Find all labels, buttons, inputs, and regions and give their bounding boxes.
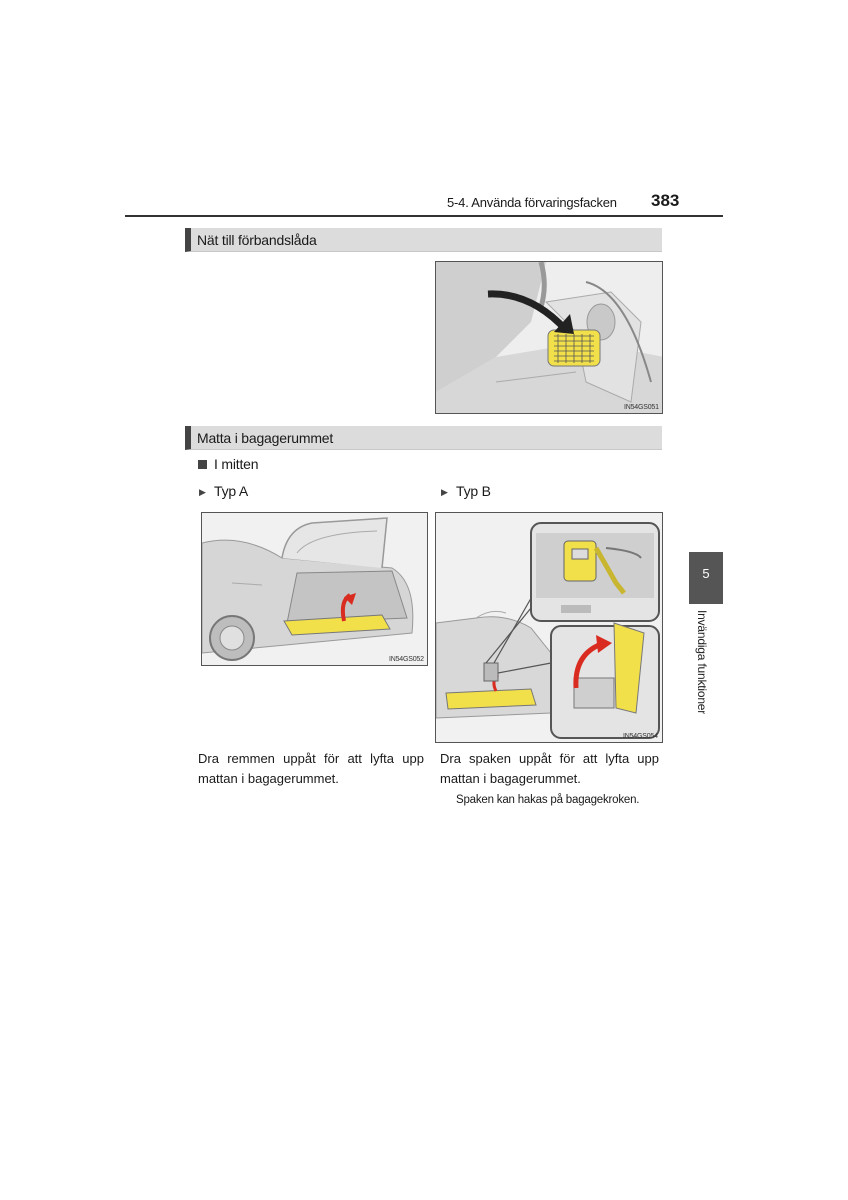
instruction-text-type-a: Dra remmen uppåt för att lyfta upp mattan i bagagerummet. xyxy=(198,751,424,786)
instruction-text-type-b: Dra spaken uppåt för att lyfta upp mattan i bagagerummet. xyxy=(440,751,659,786)
variant-label-b: Typ B xyxy=(456,483,491,499)
header-divider xyxy=(125,215,723,217)
figure-type-b xyxy=(435,512,663,743)
triangle-bullet-icon: ▶ xyxy=(441,487,448,497)
figure-type-a xyxy=(201,512,428,666)
chapter-tab[interactable] xyxy=(689,552,723,604)
section-heading-luggage-mat xyxy=(185,426,662,450)
figure-code: IN54GS054 xyxy=(623,733,658,740)
subheading-center: I mitten xyxy=(214,456,259,472)
note-text-type-b: Spaken kan hakas på bagagekroken. xyxy=(456,794,640,806)
section-title-header: 5-4. Använda förvaringsfacken xyxy=(447,195,617,210)
car-trunk-mat-illustration-a xyxy=(202,513,428,666)
square-bullet-icon xyxy=(198,460,207,469)
car-trunk-lever-illustration-b xyxy=(436,513,663,743)
page-number: 383 xyxy=(651,191,680,210)
trunk-side-net-illustration xyxy=(436,262,663,414)
triangle-bullet-icon: ▶ xyxy=(199,487,206,497)
section-heading-first-aid-net xyxy=(185,228,662,252)
section-heading-text: Nät till förbandslåda xyxy=(197,232,317,248)
figure-code: IN54GS052 xyxy=(389,656,424,663)
section-heading-text: Matta i bagagerummet xyxy=(197,430,334,446)
chapter-number: 5 xyxy=(702,566,710,581)
chapter-title-vertical: Invändiga funktioner xyxy=(695,610,709,715)
figure-code: IN54GS051 xyxy=(624,404,659,411)
variant-label-a: Typ A xyxy=(214,483,249,499)
figure-first-aid-net xyxy=(435,261,663,414)
